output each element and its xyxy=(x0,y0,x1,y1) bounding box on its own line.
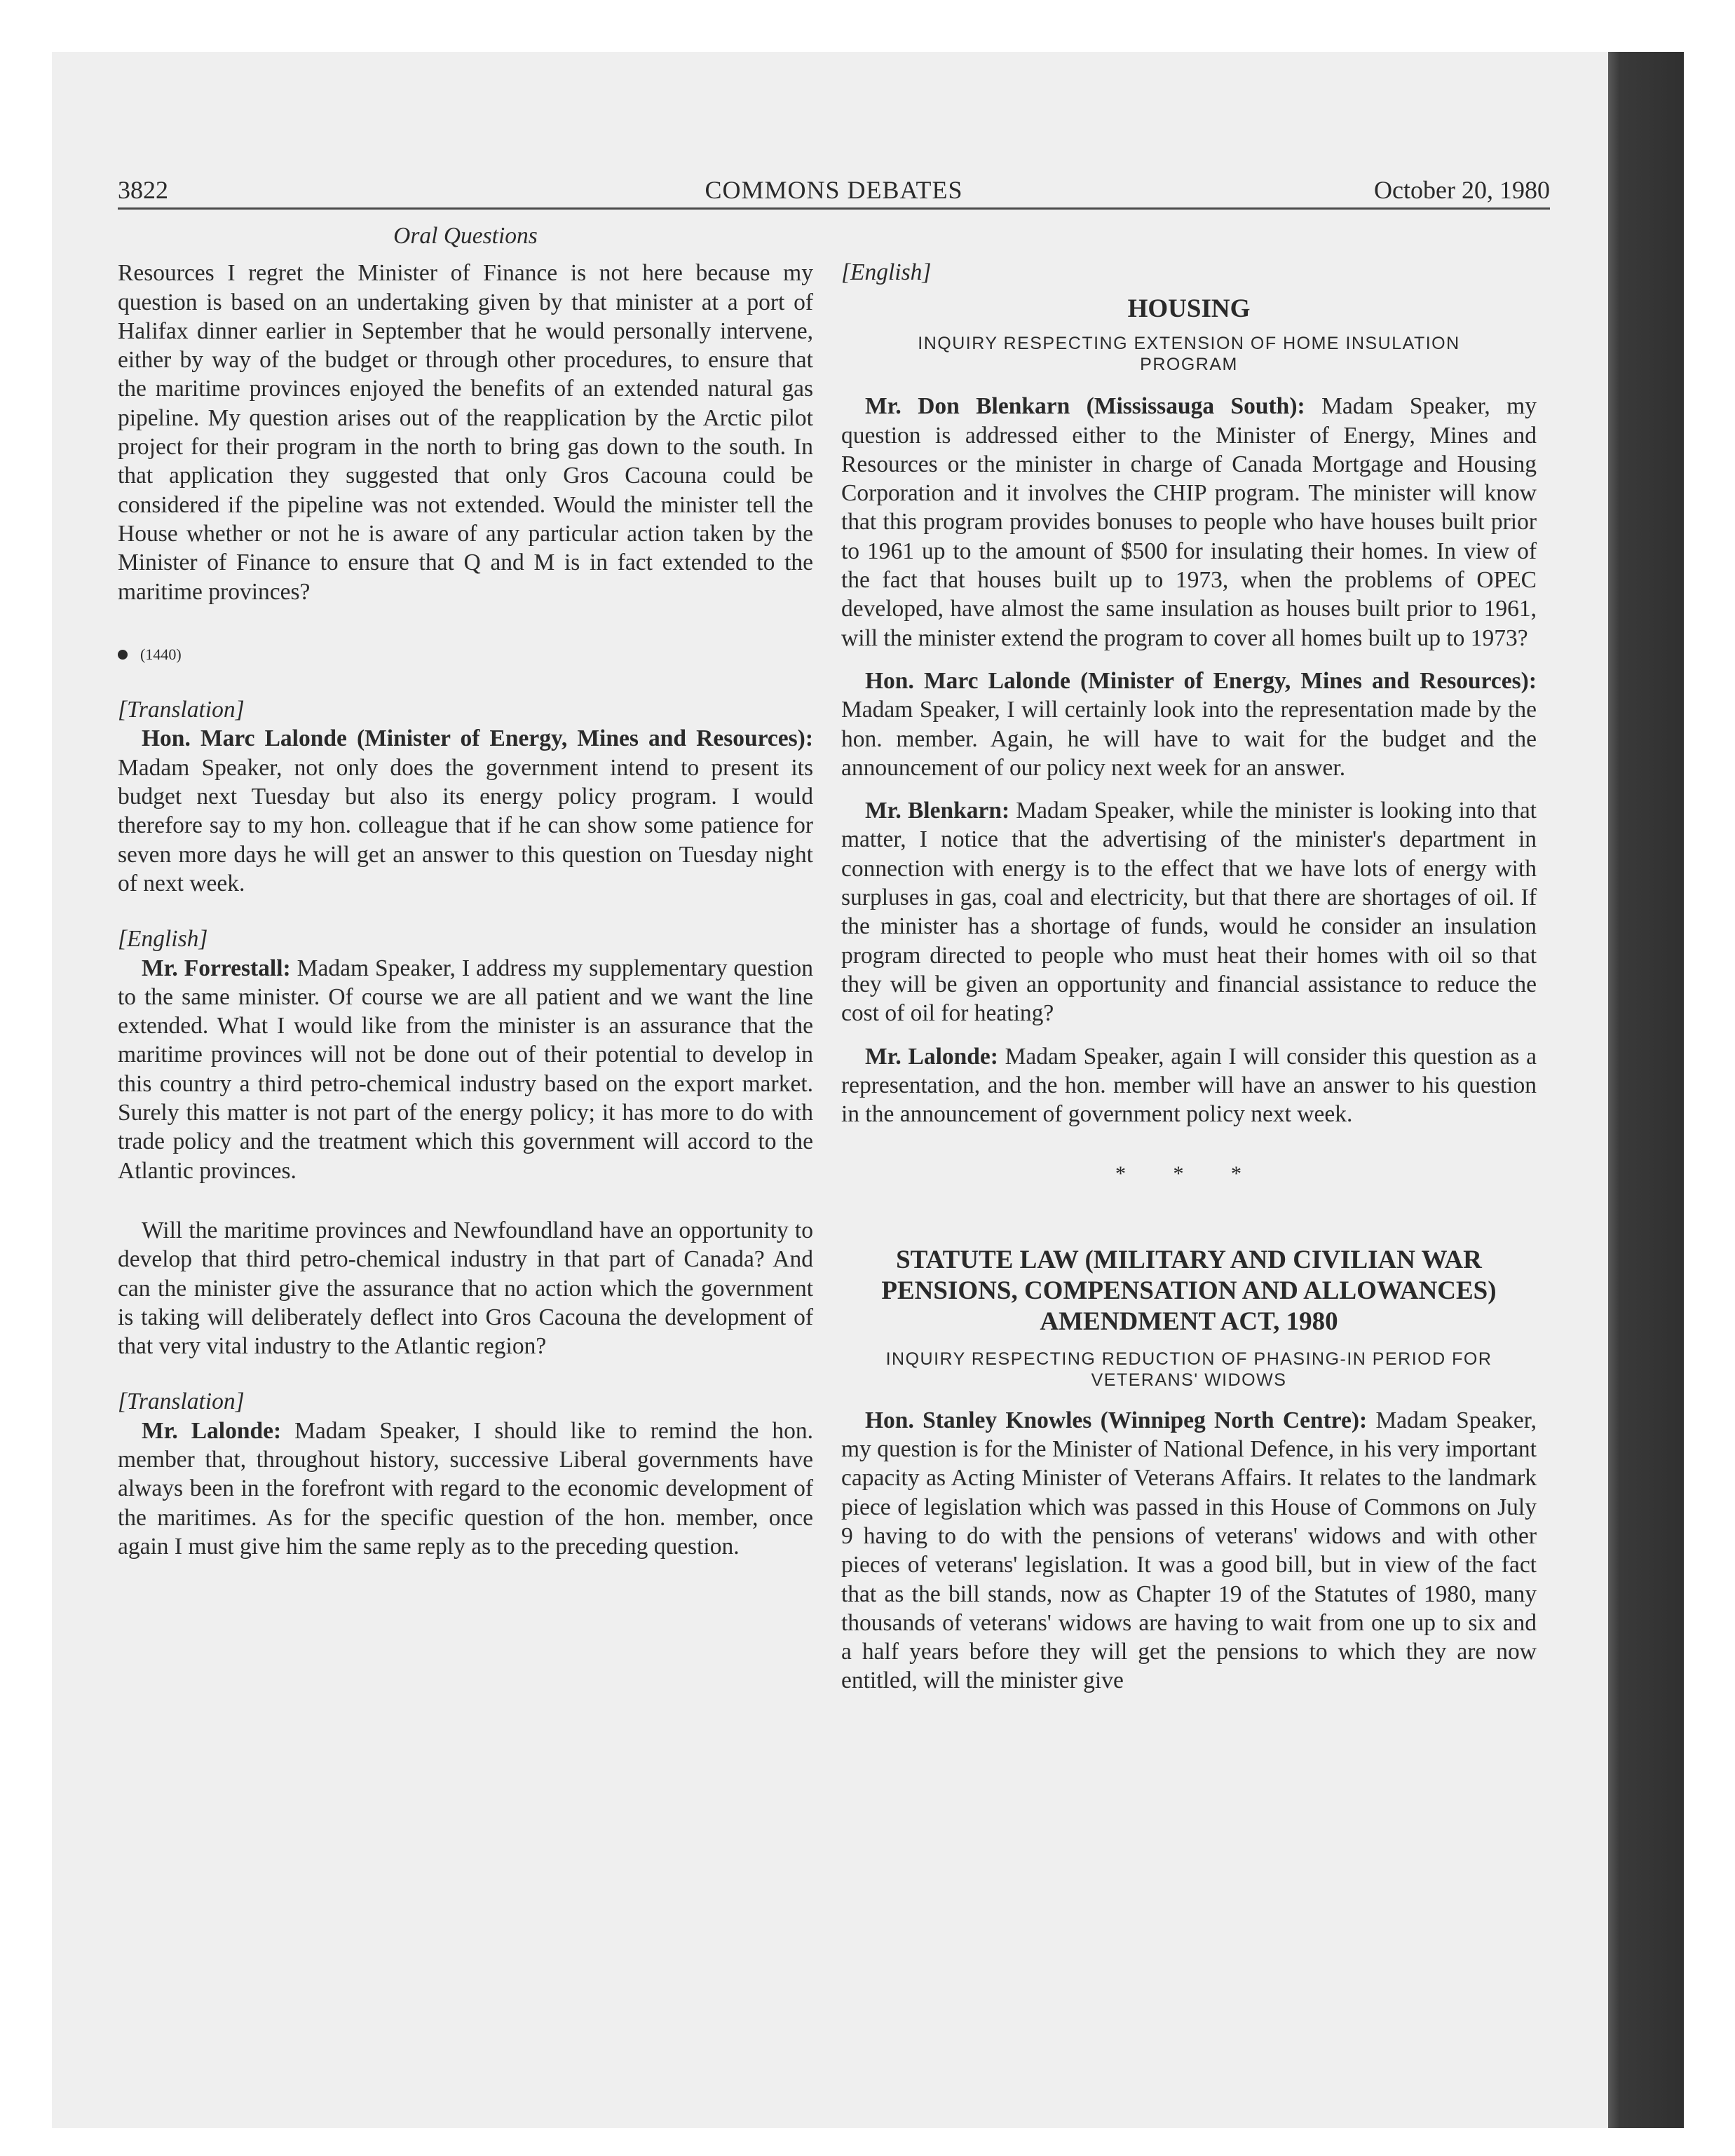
right-column xyxy=(841,258,1537,1696)
speech-paragraph xyxy=(841,667,1537,782)
speech-text: Madam Speaker, not only does the government intend to present its budget next Tuesday but also its energy policy program. I would therefore say to my hon. colleague that if he can show some patience for seven more days he will get an answer to this question on Tuesday night of next week. xyxy=(118,754,813,896)
speech-text: Madam Speaker, I address my supplementary question to the same minister. Of course we are all patient and we want the line extended. What I would like from the minister is an assurance that the maritime provinces will not be done out of their potential to develop in this country a third petro-chemical industry based on the export market. Surely this matter is not part of the energy policy; it has more to do with trade policy and the treatment which this government will accord to the Atlantic provinces. xyxy=(118,955,813,1184)
speech-text: Madam Speaker, my question is addressed either to the Minister of Energy, Mines and Resources or the minister in charge of Canada Mortgage and Housing Corporation and it involves the CHIP program. The minister will know that this program provides bonuses to people who have houses built prior to 1961 up to the amount of $500 for insulating their homes. In view of the fact that houses built up to 1973, when the problems of OPEC developed, have almost the same insulation as houses built prior to 1961, will the minister extend the program to cover all homes built up to 1973? xyxy=(841,393,1537,651)
speech-text: Madam Speaker, again I will consider this question as a representation, and the hon. member will have an answer to his question in the announcement of government policy next week. xyxy=(841,1043,1537,1128)
speech-paragraph xyxy=(841,392,1537,653)
page-header xyxy=(118,172,1550,207)
section-heading: HOUSING xyxy=(1127,294,1251,324)
speech-paragraph xyxy=(118,724,813,898)
speech-text: Madam Speaker, I should like to remind the hon. member that, throughout history, successive Liberal governments have always been in the forefront with regard to the economic development of the maritimes. As for the specific question of the hon. member, once again I must give him the same reply as to the preceding question. xyxy=(118,1417,813,1560)
running-head: Oral Questions xyxy=(393,223,538,249)
speaker-name: Mr. Forrestall: xyxy=(142,955,291,981)
speech-paragraph xyxy=(841,1042,1537,1129)
paragraph: Resources I regret the Minister of Finance is not here because my question is based on an undertaking given by that minister at a port of Halifax dinner earlier in September that he would personally intervene, either by way of the budget or through other procedures, to ensure that the maritime provinces enjoyed the benefits of an extended natural gas pipeline. My question arises out of the reapplication by the Arctic pilot project for their program in the north to bring gas down to the south. In that application they suggested that only Gros Cacouna could be considered if the pipeline was not extended. Would the minister tell the House whether or not he is aware of any particular action taken by the Minister of Finance to ensure that Q and M is in fact extended to the maritime provinces? xyxy=(118,260,813,605)
section-heading: STATUTE LAW (MILITARY AND CIVILIAN WAR PENSIONS, COMPENSATION AND ALLOWANCES) AMENDMENT ACT, 1980 xyxy=(881,1245,1497,1336)
language-tag: [English] xyxy=(118,926,208,953)
scan-edge xyxy=(1608,52,1684,2128)
speech-text: Madam Speaker, my question is for the Minister of National Defence, in his very important capacity as Acting Minister of Veterans Affairs. It relates to the landmark piece of legislation which was passed in this House of Commons on July 9 having to do with the pensions of veterans' widows and with other pieces of veterans' legislation. It was a good bill, but in view of the fact that as the bill stands, now as Chapter 19 of the Statutes of 1980, many thousands of veterans' widows are having to wait from one up to six and a half years before they will get the pensions to which they are now entitled, will the minister give xyxy=(841,1407,1537,1694)
speech-paragraph xyxy=(841,1406,1537,1696)
page-number: 3822 xyxy=(118,176,168,204)
section-subheading: INQUIRY RESPECTING REDUCTION OF PHASING-IN PERIOD FOR VETERANS' WIDOWS xyxy=(885,1349,1492,1390)
speaker-name: Mr. Lalonde: xyxy=(865,1043,998,1070)
speech-paragraph xyxy=(841,796,1537,1028)
publication-title: COMMONS DEBATES xyxy=(705,176,963,204)
speaker-name: Hon. Stanley Knowles (Winnipeg North Centre): xyxy=(865,1407,1368,1433)
bullet-icon xyxy=(118,650,128,660)
language-tag: [English] xyxy=(841,259,932,285)
speaker-name: Hon. Marc Lalonde (Minister of Energy, Mines and Resources): xyxy=(865,667,1537,694)
speaker-name: Mr. Don Blenkarn (Mississauga South): xyxy=(865,393,1305,420)
speaker-name: Mr. Blenkarn: xyxy=(865,798,1010,824)
header-rule xyxy=(118,207,1550,210)
speech-text: Madam Speaker, while the minister is looking into that matter, I notice that the advertising of the minister's department in connection with energy is to the effect that we have lots of energy with surpluses in gas, coal and electricity, but that there are shortages of oil. If the minister has a shortage of funds, would he consider an insulation program directed to people who must heat their homes with oil so that they will be given an opportunity and financial assistance to reduce the cost of oil for heating? xyxy=(841,798,1537,1027)
speech-paragraph xyxy=(118,954,813,1185)
speaker-name: Mr. Lalonde: xyxy=(142,1417,282,1444)
speech-text: Madam Speaker, I will certainly look into the representation made by the hon. member. Again, he will have to wait for the budget and the announcement of our policy next week for an answer. xyxy=(841,697,1537,781)
time-marker xyxy=(118,640,813,669)
speech-paragraph xyxy=(118,1417,813,1561)
left-column xyxy=(118,221,813,1561)
speaker-name: Hon. Marc Lalonde (Minister of Energy, Mines and Resources): xyxy=(142,725,813,752)
section-subheading: INQUIRY RESPECTING EXTENSION OF HOME INSULATION PROGRAM xyxy=(918,334,1460,375)
page-date: October 20, 1980 xyxy=(1374,176,1550,204)
paragraph: Will the maritime provinces and Newfoundland have an opportunity to develop that third petro-chemical industry in that part of Canada? And can the minister give the assurance that no action which the government is taking will deliberately deflect into Gros Cacouna the development of that very vital industry to the Atlantic region? xyxy=(118,1217,813,1360)
language-tag: [Translation] xyxy=(118,697,245,723)
time-marker-text: (1440) xyxy=(140,645,182,663)
section-separator: * * * xyxy=(1115,1162,1263,1186)
language-tag: [Translation] xyxy=(118,1389,245,1415)
